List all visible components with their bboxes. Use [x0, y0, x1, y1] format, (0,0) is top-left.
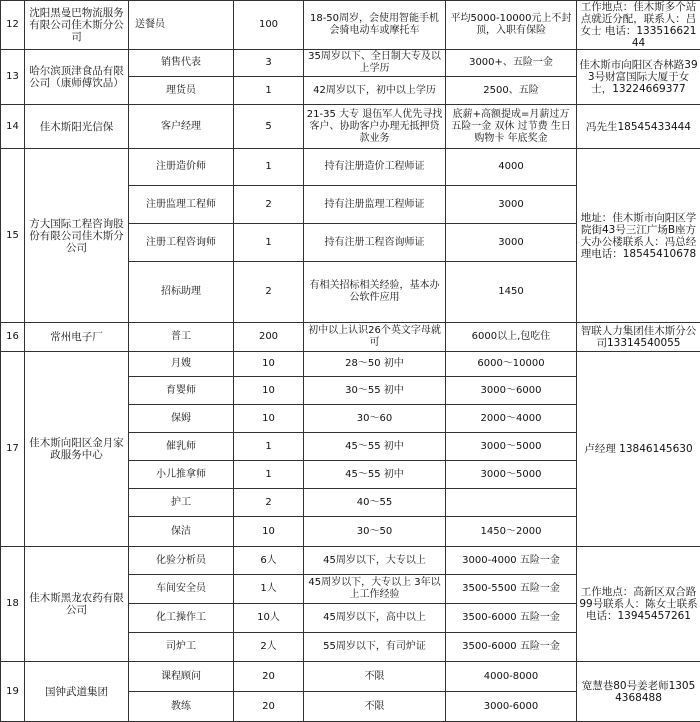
job-title: 育婴师	[129, 377, 234, 405]
company-name: 佳木斯向阳区金月家政服务中心	[25, 352, 129, 547]
job-count: 5	[234, 105, 304, 149]
job-title: 普工	[129, 323, 234, 352]
job-requirements: 55周岁以下，有司炉证	[304, 633, 446, 662]
job-pay: 2500、五险	[446, 77, 577, 105]
job-count: 2	[234, 489, 304, 517]
company-name: 佳木斯阳光信保	[25, 105, 129, 149]
job-pay: 4000-8000	[446, 662, 577, 692]
job-title: 护工	[129, 489, 234, 517]
job-pay: 6000～10000	[446, 352, 577, 377]
job-requirements: 持有注册造价工程师证	[304, 149, 446, 186]
company-name: 哈尔滨顶津食品有限公司（康师傅饮品）	[25, 50, 129, 105]
job-requirements: 不限	[304, 662, 446, 692]
job-pay: 3500-6000 五险一金	[446, 604, 577, 633]
job-pay: 3000	[446, 224, 577, 262]
job-pay: 2000～4000	[446, 405, 577, 433]
job-requirements: 有相关招标相关经验，基本办公软件应用	[304, 262, 446, 323]
job-title: 注册造价师	[129, 149, 234, 186]
job-requirements: 不限	[304, 692, 446, 722]
job-count: 10	[234, 517, 304, 547]
job-requirements: 45周岁以下，大专以上	[304, 547, 446, 575]
job-title: 教练	[129, 692, 234, 722]
job-count: 1人	[234, 575, 304, 604]
job-count: 2人	[234, 633, 304, 662]
job-count: 200	[234, 323, 304, 352]
job-pay: 3000～5000	[446, 433, 577, 461]
company-name: 常州电子厂	[25, 323, 129, 352]
job-title: 送餐员	[129, 1, 234, 50]
contact-info: 工作地点：高新区双合路99号联系人：陈女士联系电话：13945457261	[577, 547, 700, 662]
job-requirements: 初中以上认识26个英文字母就可	[304, 323, 446, 352]
contact-info: 宽慧巷80号姜老师13054368488	[577, 662, 700, 722]
job-pay: 1450～2000	[446, 517, 577, 547]
job-title: 客户经理	[129, 105, 234, 149]
company-name: 方大国际工程咨询股份有限公司佳木斯分公司	[25, 149, 129, 323]
job-title: 化验分析员	[129, 547, 234, 575]
job-count: 1	[234, 224, 304, 262]
contact-info: 智联人力集团佳木斯分公司13314540055	[577, 323, 700, 352]
contact-info: 地址：佳木斯市向阳区学院街43号三江广场B座方大办公楼联系人：冯总经理电话：18545410678	[577, 149, 700, 323]
job-requirements: 45～55 初中	[304, 433, 446, 461]
job-pay: 平均5000-10000元上不封顶，入职有保险	[446, 1, 577, 50]
job-title: 课程顾问	[129, 662, 234, 692]
job-requirements: 35周岁以下、全日制大专及以上学历	[304, 50, 446, 77]
job-title: 注册工程咨询师	[129, 224, 234, 262]
job-pay: 3000～6000	[446, 377, 577, 405]
job-title: 月嫂	[129, 352, 234, 377]
row-number: 12	[1, 1, 25, 50]
job-requirements: 21-35 大专 退伍军人优先寻找客户、协助客户办理无抵押贷款业务	[304, 105, 446, 149]
job-pay: 6000以上,包吃住	[446, 323, 577, 352]
company-name: 佳木斯黑龙农药有限公司	[25, 547, 129, 662]
row-number: 19	[1, 662, 25, 722]
job-title: 催乳师	[129, 433, 234, 461]
row-number: 13	[1, 50, 25, 105]
job-requirements: 30～60	[304, 405, 446, 433]
job-count: 10	[234, 405, 304, 433]
job-pay: 1450	[446, 262, 577, 323]
contact-info: 冯先生18545433444	[577, 105, 700, 149]
job-requirements: 30～55 初中	[304, 377, 446, 405]
job-count: 3	[234, 50, 304, 77]
job-requirements: 持有注册工程咨询师证	[304, 224, 446, 262]
job-pay: 3500-5500 五险一金	[446, 575, 577, 604]
job-pay: 3500-6000 五险一金	[446, 633, 577, 662]
job-title: 车间安全员	[129, 575, 234, 604]
job-count: 1	[234, 77, 304, 105]
job-count: 2	[234, 186, 304, 224]
job-requirements: 45～55 初中	[304, 461, 446, 489]
row-number: 18	[1, 547, 25, 662]
job-pay: 3000	[446, 186, 577, 224]
job-requirements: 持有注册监理工程师证	[304, 186, 446, 224]
job-count: 10	[234, 352, 304, 377]
job-requirements: 28～50 初中	[304, 352, 446, 377]
job-count: 20	[234, 662, 304, 692]
job-count: 100	[234, 1, 304, 50]
job-pay	[446, 489, 577, 517]
job-title: 化工操作工	[129, 604, 234, 633]
row-number: 14	[1, 105, 25, 149]
job-pay: 4000	[446, 149, 577, 186]
company-name: 沈阳黑曼巴物流服务有限公司佳木斯分公司	[25, 1, 129, 50]
contact-info: 佳木斯市向阳区杏林路393号财富国际大厦于女士，13224669377	[577, 50, 700, 105]
job-title: 司炉工	[129, 633, 234, 662]
job-requirements: 45周岁以下，高中以上	[304, 604, 446, 633]
row-number: 17	[1, 352, 25, 547]
job-count: 10	[234, 377, 304, 405]
job-pay: 3000-6000	[446, 692, 577, 722]
job-title: 保洁	[129, 517, 234, 547]
job-pay: 3000-4000 五险一金	[446, 547, 577, 575]
job-requirements: 42周岁以下，初中以上学历	[304, 77, 446, 105]
job-requirements: 18-50周岁，会使用智能手机会骑电动车或摩托车	[304, 1, 446, 50]
contact-info: 工作地点：佳木斯多个站点就近分配，联系人：吕女士 电话：13351662144	[577, 1, 700, 50]
job-title: 注册监理工程师	[129, 186, 234, 224]
job-title: 保姆	[129, 405, 234, 433]
job-title: 销售代表	[129, 50, 234, 77]
job-count: 10人	[234, 604, 304, 633]
contact-info: 卢经理 13846145630	[577, 352, 700, 547]
job-title: 理货员	[129, 77, 234, 105]
job-requirements: 45周岁以下，大专以上 3年以上工作经验	[304, 575, 446, 604]
row-number: 16	[1, 323, 25, 352]
job-count: 1	[234, 433, 304, 461]
job-pay: 底薪+高额提成=月薪过万五险一金 双休 过节费 生日购物卡 年底奖金	[446, 105, 577, 149]
job-count: 1	[234, 149, 304, 186]
job-count: 2	[234, 262, 304, 323]
row-number: 15	[1, 149, 25, 323]
job-count: 20	[234, 692, 304, 722]
job-pay: 3000+、五险一金	[446, 50, 577, 77]
job-requirements: 30～50	[304, 517, 446, 547]
company-name: 国钟武道集团	[25, 662, 129, 722]
job-requirements: 40～55	[304, 489, 446, 517]
job-count: 1	[234, 461, 304, 489]
job-count: 6人	[234, 547, 304, 575]
job-pay: 3000～5000	[446, 461, 577, 489]
job-title: 招标助理	[129, 262, 234, 323]
job-title: 小儿推拿师	[129, 461, 234, 489]
